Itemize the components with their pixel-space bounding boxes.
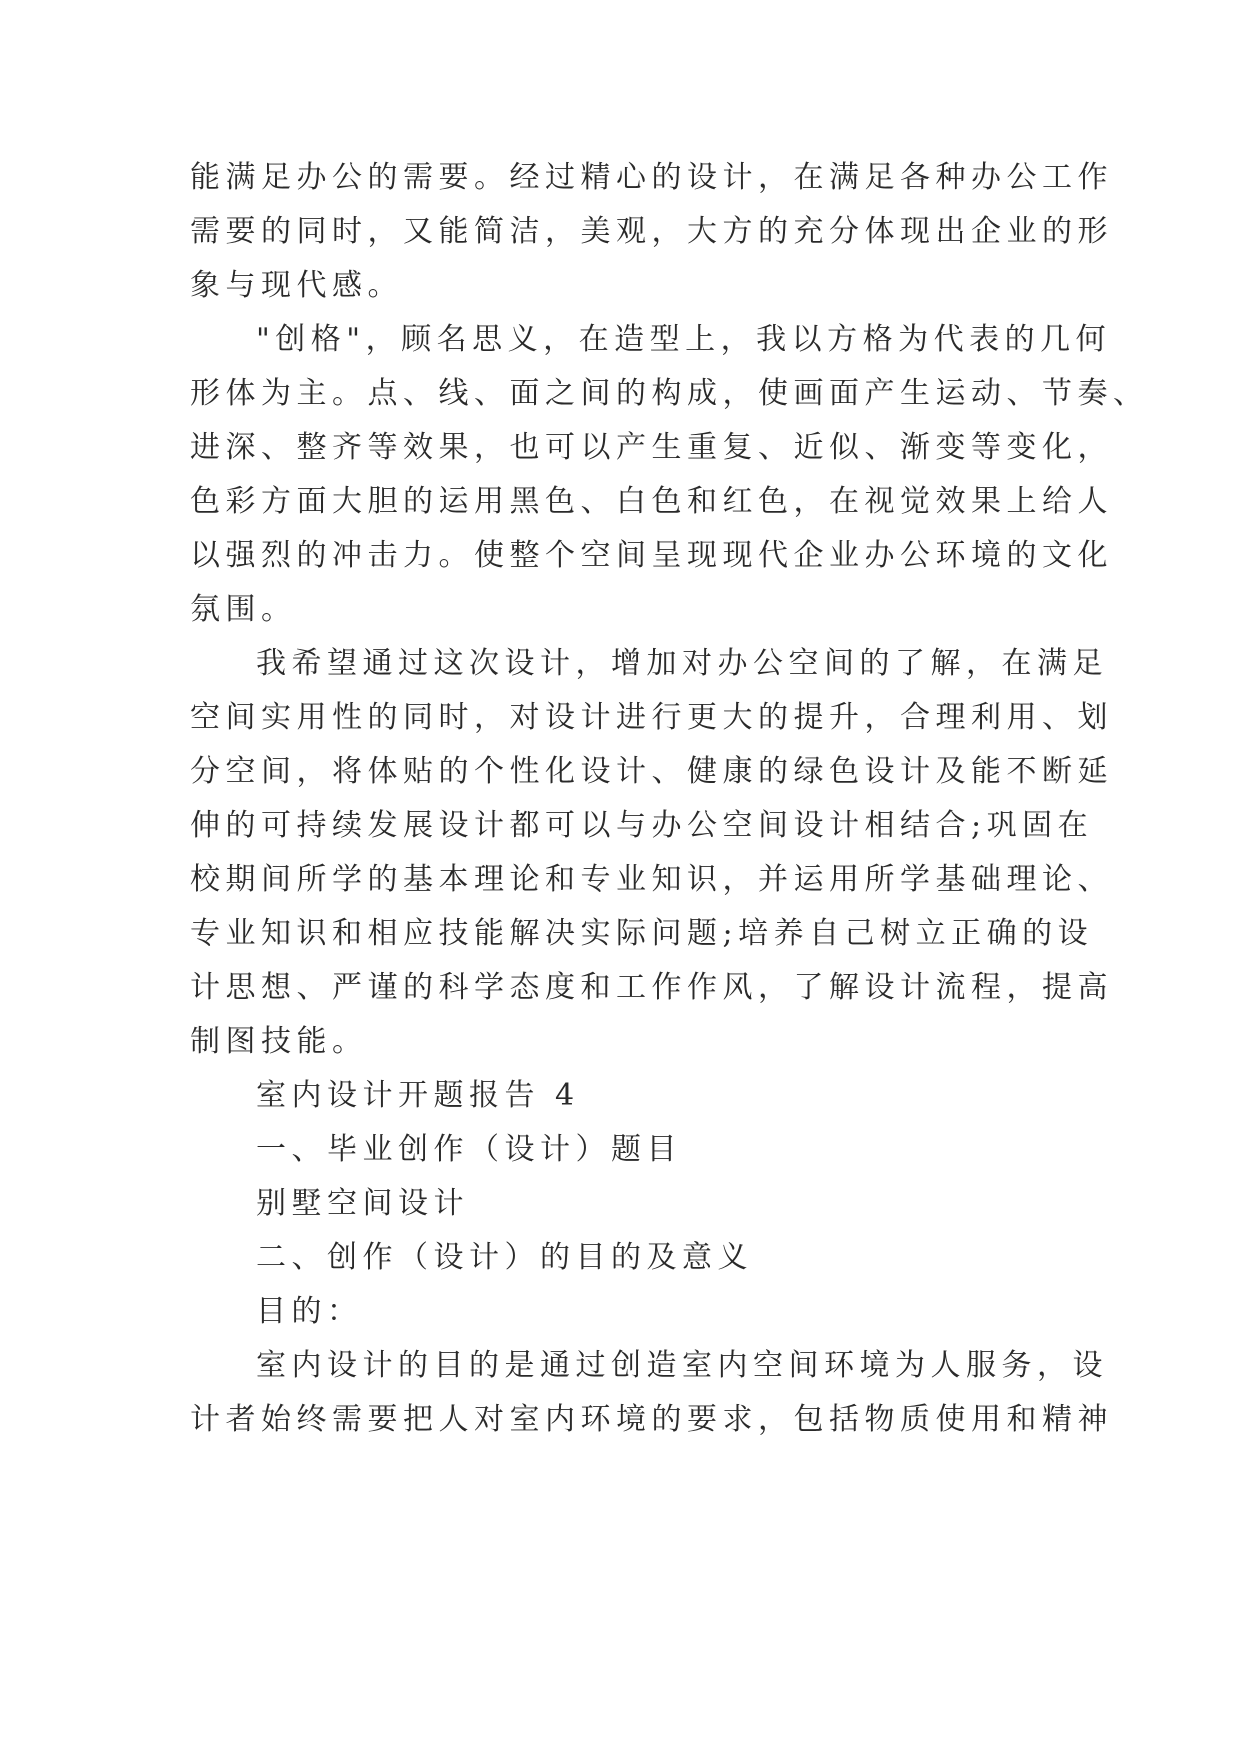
text-line: 计思想、严谨的科学态度和工作作风，了解设计流程，提高 <box>190 970 1113 1005</box>
subsection-heading: 一、毕业创作（设计）题目 <box>256 1132 682 1167</box>
text-line: 需要的同时，又能简洁，美观，大方的充分体现出企业的形 <box>190 214 1113 249</box>
text-line: 象与现代感。 <box>190 268 403 303</box>
text-line: 色彩方面大胆的运用黑色、白色和红色，在视觉效果上给人 <box>190 484 1113 519</box>
text-line: 别墅空间设计 <box>256 1186 469 1221</box>
text-line: 形体为主。点、线、面之间的构成，使画面产生运动、节奏、 <box>190 376 1149 411</box>
text-line: "创格"，顾名思义，在造型上，我以方格为代表的几何 <box>256 322 1112 357</box>
text-line: 计者始终需要把人对室内环境的要求，包括物质使用和精神 <box>190 1402 1113 1437</box>
text-line: 空间实用性的同时，对设计进行更大的提升，合理利用、划 <box>190 700 1113 735</box>
section-heading: 室内设计开题报告 4 <box>256 1078 580 1113</box>
text-line: 专业知识和相应技能解决实际问题;培养自己树立正确的设 <box>190 916 1094 951</box>
text-line: 以强烈的冲击力。使整个空间呈现现代企业办公环境的文化 <box>190 538 1113 573</box>
text-line: 能满足办公的需要。经过精心的设计，在满足各种办公工作 <box>190 160 1113 195</box>
text-line: 氛围。 <box>190 592 297 627</box>
text-line: 目的： <box>256 1294 363 1329</box>
text-line: 分空间，将体贴的个性化设计、健康的绿色设计及能不断延 <box>190 754 1113 789</box>
text-line: 制图技能。 <box>190 1024 368 1059</box>
text-line: 我希望通过这次设计，增加对办公空间的了解，在满足 <box>256 646 1108 681</box>
text-line: 室内设计的目的是通过创造室内空间环境为人服务，设 <box>256 1348 1108 1383</box>
text-line: 校期间所学的基本理论和专业知识，并运用所学基础理论、 <box>190 862 1113 897</box>
text-line: 进深、整齐等效果，也可以产生重复、近似、渐变等变化， <box>190 430 1113 465</box>
subsection-heading: 二、创作（设计）的目的及意义 <box>256 1240 753 1275</box>
text-line: 伸的可持续发展设计都可以与办公空间设计相结合;巩固在 <box>190 808 1094 843</box>
